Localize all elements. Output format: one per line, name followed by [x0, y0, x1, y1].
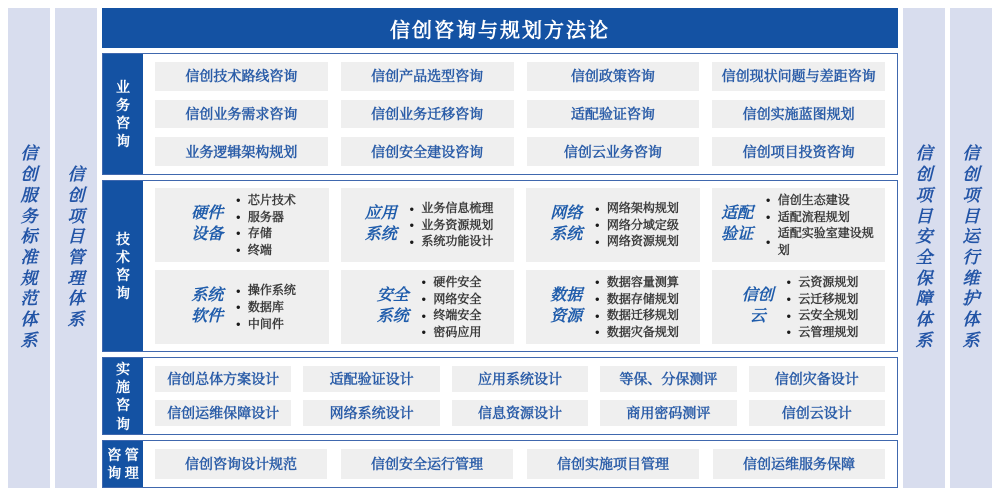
- consulting-item-chip: 信创安全建设咨询: [341, 137, 514, 166]
- section-label-implementation-consulting: [103, 358, 143, 434]
- page-title: 信创咨询与规划方法论: [390, 19, 610, 42]
- bullet-item: ● 云资源规划: [786, 274, 858, 291]
- technical-category-card: [712, 270, 886, 344]
- side-bar-label: 信创项目安全保障体系: [915, 144, 933, 350]
- consulting-item-chip: 信创项目投资咨询: [712, 137, 885, 166]
- bullet-item: ● 云迁移规划: [786, 291, 858, 308]
- bullet-item: ● 数据容量测算: [595, 274, 679, 291]
- consulting-item-chip: 信创总体方案设计: [155, 366, 291, 392]
- consulting-item-chip: 适配验证设计: [303, 366, 439, 392]
- bullet-item: ● 业务信息梳理: [409, 200, 493, 217]
- category-name: 适配验证: [721, 205, 754, 244]
- bullet-item: ● 硬件安全: [421, 274, 481, 291]
- section-body-business-consulting: [143, 54, 897, 174]
- section-label-text: 管理: [124, 447, 139, 482]
- bullet-item: ● 网络资源规划: [595, 233, 679, 250]
- bullet-item: ● 数据库: [236, 299, 296, 316]
- consulting-item-chip: 信创运维保障设计: [155, 400, 291, 426]
- technical-category-card: [341, 270, 515, 344]
- section-implementation-consulting: [102, 357, 898, 435]
- consulting-item-chip: 信创业务迁移咨询: [341, 100, 514, 129]
- bullet-item: ● 云管理规划: [786, 324, 858, 341]
- bullet-item: ● 适配实验室建设规划: [766, 225, 879, 258]
- bullet-item: ● 云安全规划: [786, 307, 858, 324]
- section-label-business-consulting: [103, 54, 143, 174]
- section-label-consulting-management: [103, 441, 143, 487]
- category-bullet-list: [236, 192, 296, 258]
- category-name: 应用系统: [364, 205, 397, 244]
- section-label-text: 业务咨询: [115, 78, 130, 150]
- consulting-item-chip: 信创云业务咨询: [527, 137, 700, 166]
- category-bullet-list: [409, 200, 493, 250]
- bullet-item: ● 网络安全: [421, 291, 481, 308]
- category-bullet-list: [595, 200, 679, 250]
- bullet-item: ● 网络架构规划: [595, 200, 679, 217]
- category-name: 数据资源: [550, 287, 583, 326]
- category-bullet-list: [766, 192, 879, 258]
- side-bar-project-management-system: [55, 8, 97, 488]
- section-body-consulting-management: [143, 441, 897, 487]
- section-consulting-management: [102, 440, 898, 488]
- category-name: 安全系统: [376, 287, 409, 326]
- consulting-item-chip: 信创安全运行管理: [341, 449, 513, 479]
- consulting-item-chip: 信创灾备设计: [749, 366, 885, 392]
- technical-category-card: [526, 188, 700, 262]
- consulting-item-chip: 商用密码测评: [600, 400, 736, 426]
- consulting-item-chip: 等保、分保测评: [600, 366, 736, 392]
- section-label-text: 咨询: [107, 447, 122, 482]
- bullet-item: ● 操作系统: [236, 282, 296, 299]
- category-name: 网络系统: [550, 205, 583, 244]
- section-body-technical-consulting: [143, 181, 897, 351]
- bullet-item: ● 业务资源规划: [409, 217, 493, 234]
- category-name: 硬件设备: [191, 205, 224, 244]
- consulting-item-chip: 信创咨询设计规范: [155, 449, 327, 479]
- bullet-item: ● 服务器: [236, 209, 296, 226]
- section-label-technical-consulting: [103, 181, 143, 351]
- consulting-item-chip: 信创实施项目管理: [527, 449, 699, 479]
- technical-category-card: [155, 270, 329, 344]
- consulting-item-chip: 信息资源设计: [452, 400, 588, 426]
- title-banner: [102, 8, 898, 48]
- bullet-item: ● 数据灾备规划: [595, 324, 679, 341]
- bullet-item: ● 密码应用: [421, 324, 481, 341]
- consulting-item-chip: 信创实施蓝图规划: [712, 100, 885, 129]
- bullet-item: ● 中间件: [236, 316, 296, 333]
- category-bullet-list: [595, 274, 679, 340]
- category-bullet-list: [421, 274, 481, 340]
- consulting-item-chip: 网络系统设计: [303, 400, 439, 426]
- side-bar-operation-maintenance-system: [950, 8, 992, 488]
- main-panel: [102, 8, 898, 488]
- section-label-text: 技术咨询: [115, 230, 130, 302]
- consulting-item-chip: 信创现状问题与差距咨询: [712, 62, 885, 91]
- bullet-item: ● 终端安全: [421, 307, 481, 324]
- side-bar-security-assurance-system: [903, 8, 945, 488]
- bullet-item: ● 系统功能设计: [409, 233, 493, 250]
- category-name: 信创云: [741, 287, 774, 326]
- section-business-consulting: [102, 53, 898, 175]
- consulting-item-chip: 信创云设计: [749, 400, 885, 426]
- consulting-item-chip: 应用系统设计: [452, 366, 588, 392]
- technical-category-card: [341, 188, 515, 262]
- category-bullet-list: [786, 274, 858, 340]
- bullet-item: ● 适配流程规划: [766, 209, 879, 226]
- section-technical-consulting: [102, 180, 898, 352]
- category-bullet-list: [236, 282, 296, 332]
- bullet-item: ● 数据存储规划: [595, 291, 679, 308]
- bullet-item: ● 终端: [236, 242, 296, 259]
- bullet-item: ● 芯片技术: [236, 192, 296, 209]
- consulting-item-chip: 信创业务需求咨询: [155, 100, 328, 129]
- consulting-item-chip: 信创技术路线咨询: [155, 62, 328, 91]
- consulting-item-chip: 信创政策咨询: [527, 62, 700, 91]
- section-body-implementation-consulting: [143, 358, 897, 434]
- consulting-item-chip: 业务逻辑架构规划: [155, 137, 328, 166]
- side-bar-label: 信创项目管理体系: [67, 165, 85, 330]
- side-bar-label: 信创服务标准规范体系: [20, 144, 38, 350]
- bullet-item: ● 存储: [236, 225, 296, 242]
- section-label-text: 实施咨询: [115, 361, 130, 432]
- category-name: 系统软件: [191, 287, 224, 326]
- technical-category-card: [155, 188, 329, 262]
- bullet-item: ● 信创生态建设: [766, 192, 879, 209]
- bullet-item: ● 网络分域定级: [595, 217, 679, 234]
- bullet-item: ● 数据迁移规划: [595, 307, 679, 324]
- technical-category-card: [526, 270, 700, 344]
- consulting-item-chip: 适配验证咨询: [527, 100, 700, 129]
- consulting-item-chip: 信创运维服务保障: [713, 449, 885, 479]
- technical-category-card: [712, 188, 886, 262]
- consulting-item-chip: 信创产品选型咨询: [341, 62, 514, 91]
- side-bar-label: 信创项目运行维护体系: [962, 144, 980, 350]
- side-bar-service-standard-system: [8, 8, 50, 488]
